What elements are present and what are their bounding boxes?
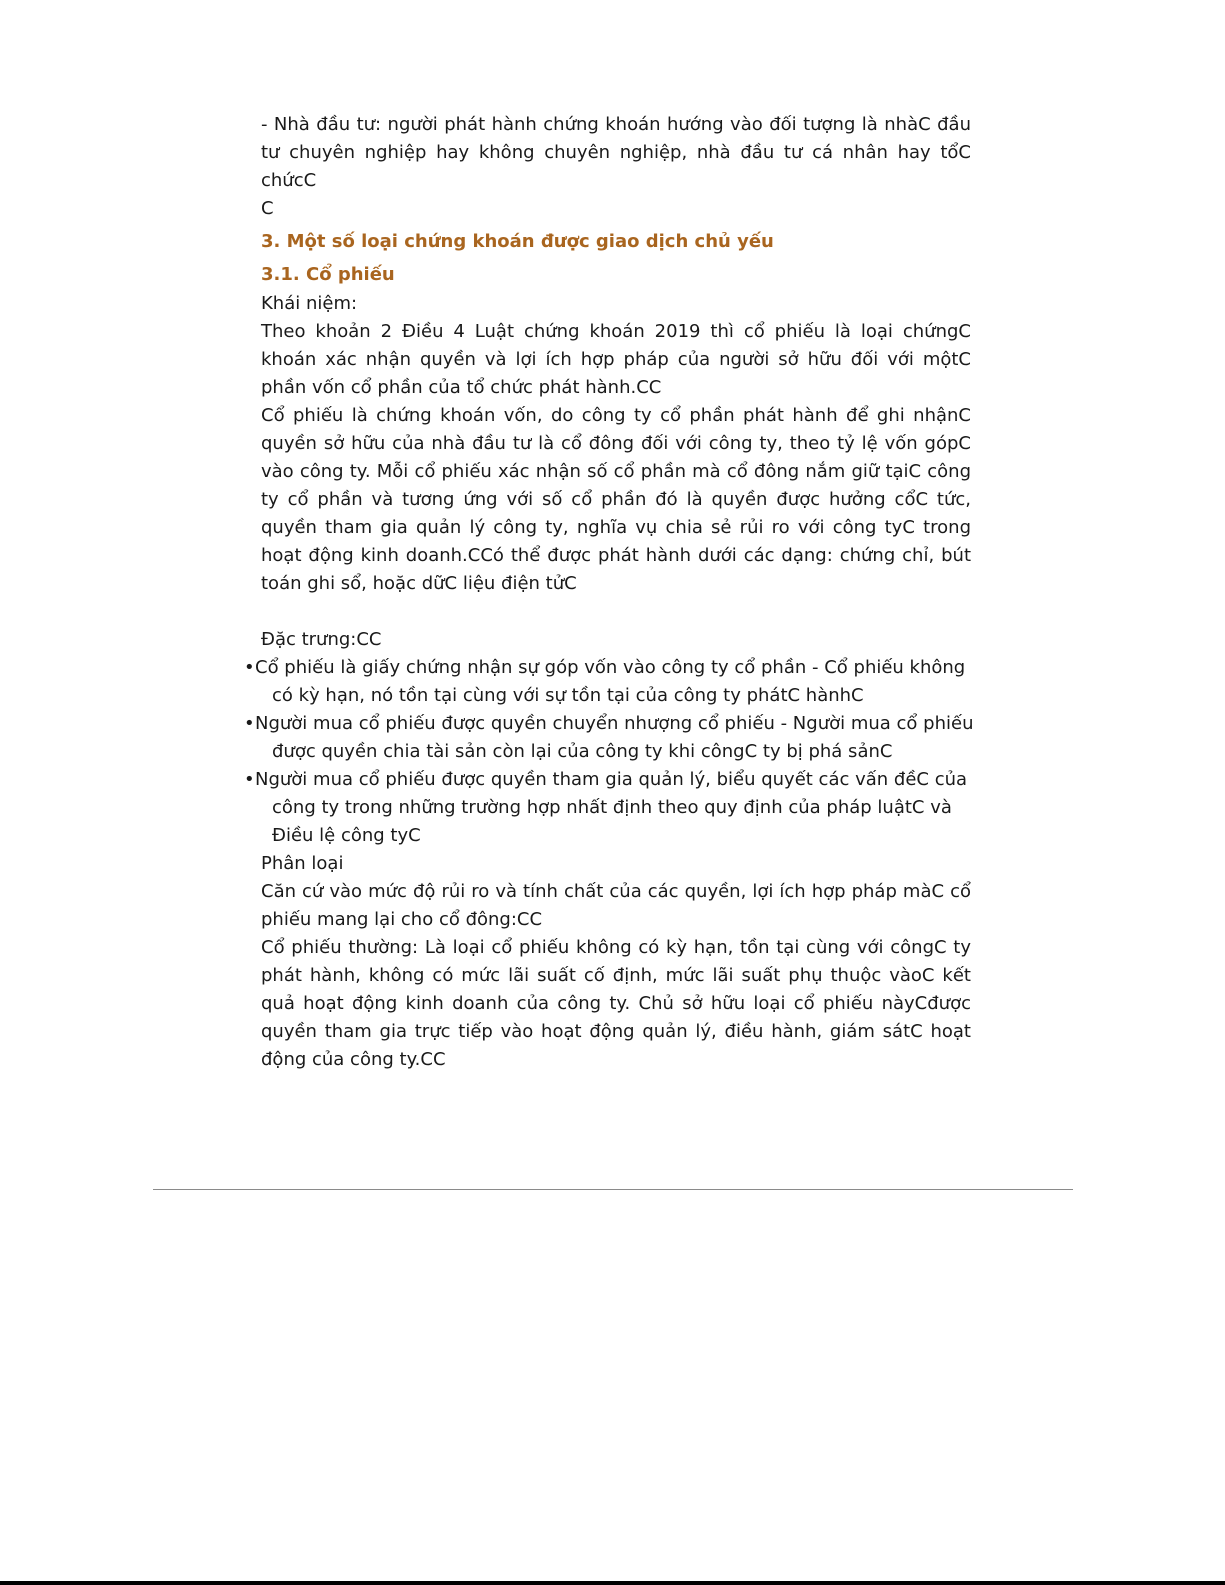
- bullet-icon: •: [244, 657, 255, 678]
- bullet-icon: •: [244, 769, 255, 790]
- features-list: [244, 654, 974, 850]
- concept-paragraph-1: Theo khoản 2 Điều 4 Luật chứng khoán 2019 thì cổ phiếu là loại chứngC khoán xác nhận quyền và lợi ích hợp pháp của người sở hữu đối với mộtC phần vốn cổ phần của tổ chức phát hành.CC: [261, 321, 971, 398]
- list-item-text: Người mua cổ phiếu được quyền chuyển nhượng cổ phiếu - Người mua cổ phiếu được quyền chia tài sản còn lại của công ty khi côngC ty bị phá sảnC: [255, 713, 974, 762]
- paragraph-stray-c: C: [261, 198, 274, 219]
- paragraph-investor: - Nhà đầu tư: người phát hành chứng khoán hướng vào đối tượng là nhàC đầu tư chuyên nghiệp hay không chuyên nghiệp, nhà đầu tư cá nhân hay tổC chứcC: [261, 114, 971, 191]
- page-divider: [153, 1189, 1073, 1190]
- list-item: [244, 766, 988, 850]
- document-body: [244, 111, 974, 1074]
- classification-paragraph-1: Căn cứ vào mức độ rủi ro và tính chất của các quyền, lợi ích hợp pháp màC cổ phiếu mang lại cho cổ đông:CC: [261, 881, 971, 930]
- heading-section-3-1: 3.1. Cổ phiếu: [261, 264, 395, 285]
- blank-line: [261, 598, 971, 626]
- bottom-border: [0, 1581, 1225, 1585]
- list-item-text: Người mua cổ phiếu được quyền tham gia quản lý, biểu quyết các vấn đềC của công ty trong những trường hợp nhất định theo quy định của pháp luậtC và Điều lệ công tyC: [255, 769, 968, 846]
- features-label: Đặc trưng:CC: [261, 629, 382, 650]
- heading-section-3: 3. Một số loại chứng khoán được giao dịch chủ yếu: [261, 231, 774, 252]
- list-item: [244, 654, 988, 710]
- classification-paragraph-2: Cổ phiếu thường: Là loại cổ phiếu không có kỳ hạn, tồn tại cùng với côngC ty phát hành, không có mức lãi suất cố định, mức lãi suất phụ thuộc vàoC kết quả hoạt động kinh doanh của công ty. Chủ sở hữu loại cổ phiếu nàyCđược quyền tham gia trực tiếp vào hoạt động quản lý, điều hành, giám sátC hoạt động của công ty.CC: [261, 937, 971, 1070]
- concept-paragraph-2: Cổ phiếu là chứng khoán vốn, do công ty cổ phần phát hành để ghi nhậnC quyền sở hữu của nhà đầu tư là cổ đông đối với công ty, theo tỷ lệ vốn gópC vào công ty. Mỗi cổ phiếu xác nhận số cổ phần mà cổ đông nắm giữ tạiC công ty cổ phần và tương ứng với số cổ phần đó là quyền được hưởng cổC tức, quyền tham gia quản lý công ty, nghĩa vụ chia sẻ rủi ro với công tyC trong hoạt động kinh doanh.CCó thể được phát hành dưới các dạng: chứng chỉ, bút toán ghi sổ, hoặc dữC liệu điện tửC: [261, 405, 971, 594]
- list-item-text: Cổ phiếu là giấy chứng nhận sự góp vốn vào công ty cổ phần - Cổ phiếu không có kỳ hạn, nó tồn tại cùng với sự tồn tại của công ty phátC hànhC: [255, 657, 966, 706]
- classification-label: Phân loại: [261, 853, 344, 874]
- concept-label: Khái niệm:: [261, 293, 358, 314]
- bullet-icon: •: [244, 713, 255, 734]
- list-item: [244, 710, 988, 766]
